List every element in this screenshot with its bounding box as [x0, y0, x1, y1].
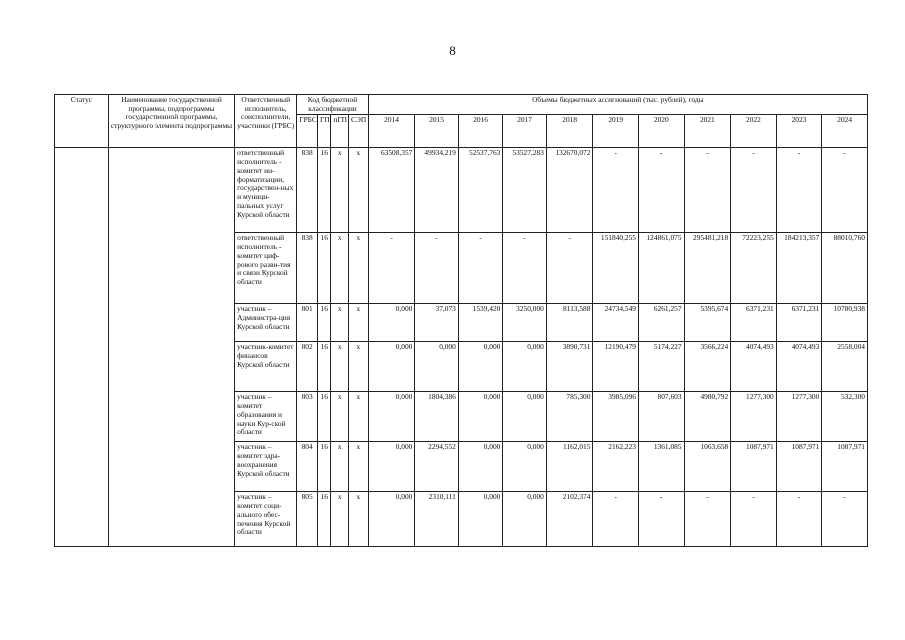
value-cell: 0,000	[458, 342, 503, 392]
value-cell: 4074,493	[776, 342, 822, 392]
code-cell: 801	[297, 304, 318, 342]
code-cell: 16	[318, 342, 331, 392]
value-cell: 1087,971	[731, 442, 777, 492]
code-cell: х	[331, 148, 349, 233]
value-cell: -	[684, 492, 731, 547]
value-cell: -	[731, 148, 777, 233]
code-cell: х	[331, 442, 349, 492]
value-cell: -	[639, 492, 685, 547]
value-cell: 5174,227	[639, 342, 685, 392]
value-cell: 0,000	[368, 392, 415, 442]
value-cell: 52537,763	[458, 148, 503, 233]
code-cell: 803	[297, 392, 318, 442]
value-cell: -	[822, 148, 868, 233]
value-cell: -	[368, 233, 415, 304]
name-cell	[108, 148, 234, 547]
executor-cell: участник – комитет образования и науки Кур-ской области	[235, 392, 297, 442]
code-cell: 16	[318, 392, 331, 442]
header-code-sep: СЭП	[349, 115, 369, 148]
value-cell: 0,000	[415, 342, 458, 392]
value-cell: -	[593, 148, 639, 233]
code-cell: 804	[297, 442, 318, 492]
code-cell: 16	[318, 442, 331, 492]
value-cell: 8113,588	[546, 304, 593, 342]
value-cell: -	[593, 492, 639, 547]
value-cell: 12190,479	[593, 342, 639, 392]
value-cell: -	[731, 492, 777, 547]
value-cell: 0,000	[368, 492, 415, 547]
executor-cell: участник – комитет соци-ального обес-печения Курской области	[235, 492, 297, 547]
value-cell: 2294,552	[415, 442, 458, 492]
code-cell: 805	[297, 492, 318, 547]
code-cell: 838	[297, 148, 318, 233]
code-cell: х	[331, 492, 349, 547]
code-cell: х	[349, 233, 369, 304]
header-year: 2021	[684, 115, 731, 148]
code-cell: х	[349, 392, 369, 442]
budget-table	[54, 94, 868, 547]
header-year: 2022	[731, 115, 777, 148]
value-cell: 10780,938	[822, 304, 868, 342]
code-cell: х	[349, 304, 369, 342]
value-cell: 2162,223	[593, 442, 639, 492]
value-cell: 1087,971	[822, 442, 868, 492]
table-body	[55, 148, 868, 547]
code-cell: х	[331, 392, 349, 442]
header-executor: Ответственный исполнитель, соисполнители, участники (ГРБС)	[235, 95, 297, 148]
header-year: 2019	[593, 115, 639, 148]
value-cell: 24734,549	[593, 304, 639, 342]
executor-cell: участник-комитет финансов Курской области	[235, 342, 297, 392]
value-cell: 124861,075	[639, 233, 685, 304]
value-cell: 6371,231	[731, 304, 777, 342]
value-cell: -	[503, 233, 546, 304]
header-code-group: Код бюджетной классификации	[297, 95, 368, 115]
value-cell: 49934,219	[415, 148, 458, 233]
value-cell: 2558,004	[822, 342, 868, 392]
value-cell: 2310,111	[415, 492, 458, 547]
value-cell: 1162,015	[546, 442, 593, 492]
value-cell: 4980,792	[684, 392, 731, 442]
page-number: 8	[449, 43, 456, 58]
value-cell: -	[822, 492, 868, 547]
executor-cell: участник – Администра-ция Курской области	[235, 304, 297, 342]
value-cell: 4074,493	[731, 342, 777, 392]
header-code-pgp: пГП	[331, 115, 349, 148]
value-cell: 72223,255	[731, 233, 777, 304]
value-cell: 151840,255	[593, 233, 639, 304]
header-year: 2014	[368, 115, 415, 148]
value-cell: -	[684, 148, 731, 233]
value-cell: -	[546, 233, 593, 304]
value-cell: 1804,386	[415, 392, 458, 442]
code-cell: 16	[318, 304, 331, 342]
value-cell: 1361,085	[639, 442, 685, 492]
value-cell: 1539,420	[458, 304, 503, 342]
code-cell: х	[331, 342, 349, 392]
header-name: Наименование государственной программы, подпрограммы государственной программы, структурного элемента подпрограммы	[108, 95, 234, 148]
header-row-1	[55, 95, 868, 115]
value-cell: 63508,357	[368, 148, 415, 233]
executor-cell: ответственный исполнитель - комитет циф-рового разви-тия и связи Курской области	[235, 233, 297, 304]
code-cell: 16	[318, 148, 331, 233]
value-cell: -	[415, 233, 458, 304]
header-year: 2015	[415, 115, 458, 148]
value-cell: -	[776, 492, 822, 547]
value-cell: 6261,257	[639, 304, 685, 342]
code-cell: х	[349, 342, 369, 392]
value-cell: 3250,000	[503, 304, 546, 342]
status-cell	[55, 148, 109, 547]
value-cell: 3985,096	[593, 392, 639, 442]
value-cell: 0,000	[368, 442, 415, 492]
value-cell: 5395,674	[684, 304, 731, 342]
value-cell: 1087,971	[776, 442, 822, 492]
value-cell: 807,603	[639, 392, 685, 442]
value-cell: 53527,283	[503, 148, 546, 233]
value-cell: 37,073	[415, 304, 458, 342]
value-cell: 0,000	[503, 392, 546, 442]
value-cell: 532,300	[822, 392, 868, 442]
code-cell: х	[349, 148, 369, 233]
code-cell: 838	[297, 233, 318, 304]
value-cell: 0,000	[458, 442, 503, 492]
code-cell: х	[331, 233, 349, 304]
executor-cell: ответственный исполнитель - комитет ин-форматизации, государствен-ных и муници-пальных услуг Курской области	[235, 148, 297, 233]
value-cell: 0,000	[368, 342, 415, 392]
header-year: 2017	[503, 115, 546, 148]
value-cell: 0,000	[458, 392, 503, 442]
value-cell: 6371,231	[776, 304, 822, 342]
code-cell: х	[349, 492, 369, 547]
value-cell: 88010,760	[822, 233, 868, 304]
value-cell: 2102,374	[546, 492, 593, 547]
code-cell: 16	[318, 492, 331, 547]
header-year: 2020	[639, 115, 685, 148]
header-year: 2018	[546, 115, 593, 148]
header-code-grbs: ГРБС	[297, 115, 318, 148]
value-cell: 0,000	[503, 342, 546, 392]
header-year: 2023	[776, 115, 822, 148]
header-volumes: Объемы бюджетных ассигнований (тыс. рублей), годы	[368, 95, 867, 115]
value-cell: 0,000	[368, 304, 415, 342]
value-cell: -	[776, 148, 822, 233]
value-cell: -	[458, 233, 503, 304]
value-cell: 295481,218	[684, 233, 731, 304]
code-cell: 802	[297, 342, 318, 392]
value-cell: 184213,357	[776, 233, 822, 304]
value-cell: 0,000	[503, 442, 546, 492]
header-code-gp: ГП	[318, 115, 331, 148]
header-year: 2024	[822, 115, 868, 148]
value-cell: 1277,300	[776, 392, 822, 442]
value-cell: -	[639, 148, 685, 233]
value-cell: 0,000	[458, 492, 503, 547]
value-cell: 3566,224	[684, 342, 731, 392]
value-cell: 0,000	[503, 492, 546, 547]
table-row	[55, 148, 868, 233]
code-cell: х	[331, 304, 349, 342]
value-cell: 1277,300	[731, 392, 777, 442]
header-status: Статус	[55, 95, 109, 148]
header-year: 2016	[458, 115, 503, 148]
value-cell: 132670,072	[546, 148, 593, 233]
executor-cell: участник – комитет здра-воохранения Курской области	[235, 442, 297, 492]
code-cell: 16	[318, 233, 331, 304]
value-cell: 785,300	[546, 392, 593, 442]
value-cell: 1063,658	[684, 442, 731, 492]
code-cell: х	[349, 442, 369, 492]
value-cell: 3890,731	[546, 342, 593, 392]
